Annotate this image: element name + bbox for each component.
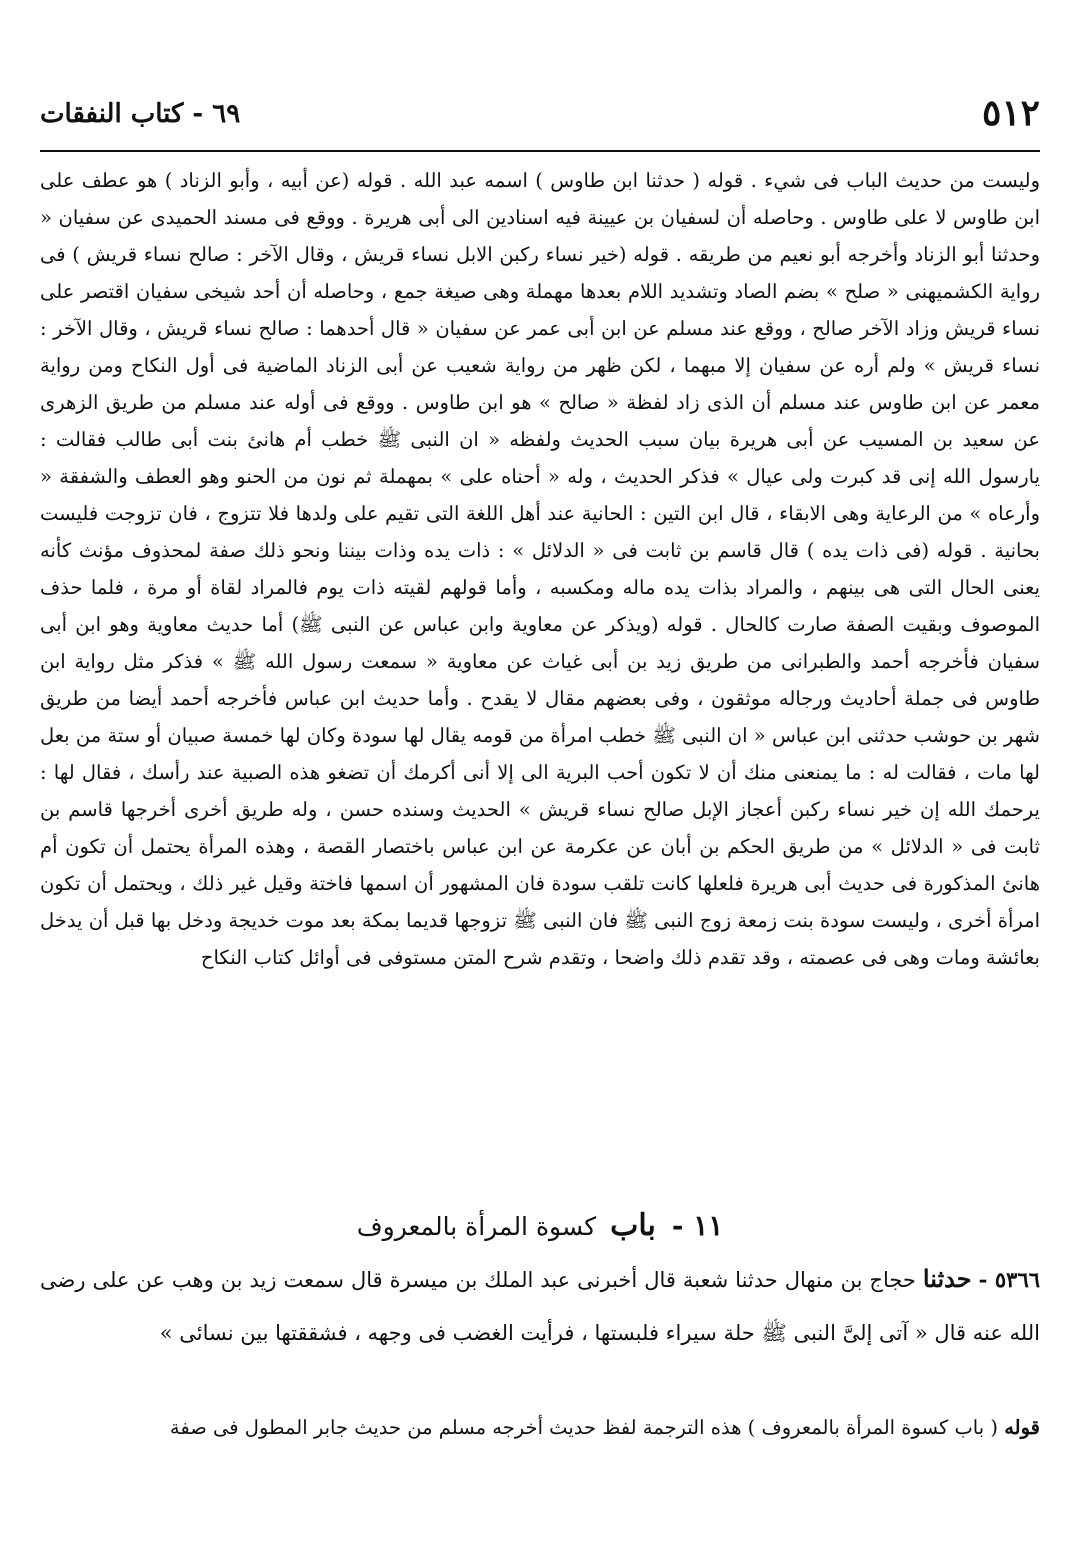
qawluhu-label: قوله — [1004, 1416, 1040, 1439]
page-number: ٥١٢ — [981, 92, 1040, 134]
commentary-continuation-text: ( باب كسوة المرأة بالمعروف ) هذه الترجمة لفظ حديث أخرجه مسلم من حديث جابر المطول فى صفة — [169, 1416, 998, 1439]
chapter-word: باب — [610, 1208, 656, 1243]
chapter-number: ١١ - — [671, 1209, 724, 1242]
header-divider — [40, 150, 1040, 152]
book-title: ٦٩ - كتاب النفقات — [40, 99, 241, 129]
hadith-text — [40, 1252, 1040, 1360]
hadith-number: ٥٣٦٦ - — [978, 1267, 1041, 1292]
hadith-paragraph — [40, 1252, 1040, 1360]
hadith-haddathana: حدثنا — [922, 1264, 972, 1293]
chapter-heading — [40, 1206, 1040, 1247]
chapter-title: كسوة المرأة بالمعروف — [356, 1212, 597, 1241]
hadith-body: حجاج بن منهال حدثنا شعبة قال أخبرنى عبد الملك بن ميسرة قال سمعت زيد بن وهب عن على رضى الله عنه قال « آتى إلىَّ النبى ﷺ حلة سيراء فلبستها ، فرأيت الغضب فى وجهه ، فشققتها بين نسائى » — [40, 1268, 1040, 1345]
page-header — [40, 88, 1040, 138]
commentary-paragraph: وليست من حديث الباب فى شيء . قوله ( حدثنا ابن طاوس ) اسمه عبد الله . قوله (عن أبيه ، وأبو الزناد ) هو عطف على ابن طاوس لا على طاوس . وحاصله أن لسفيان بن عيينة فيه اسنادين الى أبى هريرة . ووقع فى مسند الحميدى عن سفيان « وحدثنا أبو الزناد وأخرجه أبو نعيم من طريقه . قوله (خير نساء ركبن الابل نساء قريش ، وقال الآخر : صالح نساء قريش ) فى رواية الكشميهنى « صلح » بضم الصاد وتشديد اللام بعدها مهملة وهى صيغة جمع ، وحاصله أن أحد شيخى سفيان اقتصر على نساء قريش وزاد الآخر صالح ، ووقع عند مسلم عن ابن أبى عمر عن سفيان « قال أحدهما : صالح نساء قريش ، وقال الآخر : نساء قريش » ولم أره عن سفيان إلا مبهما ، لكن ظهر من رواية شعيب عن أبى الزناد الماضية فى أول النكاح ومن رواية معمر عن ابن طاوس عند مسلم أن الذى زاد لفظة « صالح » هو ابن طاوس . ووقع فى أوله عند مسلم من طريق الزهرى عن سعيد بن المسيب عن أبى هريرة بيان سبب الحديث ولفظه « ان النبى ﷺ خطب أم هانئ بنت أبى طالب فقالت : يارسول الله إنى قد كبرت ولى عيال » فذكر الحديث ، وله « أحناه على » بمهملة ثم نون من الحنو وهو العطف والشفقة « وأرعاه » من الرعاية وهى الابقاء ، قال ابن التين : الحانية عند أهل اللغة التى تقيم على ولدها فلا تتزوج ، فان تزوجت فليست بحانية . قوله (فى ذات يده ) قال قاسم بن ثابت فى « الدلائل » : ذات يده وذات بيننا ونحو ذلك صفة لمحذوف مؤنث كأنه يعنى الحال التى هى بينهم ، والمراد بذات يده ماله ومكسبه ، وأما قولهم لقيته ذات يوم فالمراد لقاة أو مرة ، فلما حذف الموصوف وبقيت الصفة صارت كالحال . قوله (ويذكر عن معاوية وابن عباس عن النبى ﷺ) أما حديث معاوية وهو ابن أبى سفيان فأخرجه أحمد والطبرانى من طريق زيد بن أبى غياث عن معاوية « سمعت رسول الله ﷺ » فذكر مثل رواية ابن طاوس فى جملة أحاديث ورجاله موثقون ، وفى بعضهم مقال لا يقدح . وأما حديث ابن عباس فأخرجه أحمد أيضا من طريق شهر بن حوشب حدثنى ابن عباس « ان النبى ﷺ خطب امرأة من قومه يقال لها سودة وكان لها خمسة صبيان أو ستة من بعل لها مات ، فقالت له : ما يمنعنى منك أن لا تكون أحب البرية الى إلا أنى أكرمك أن تضغو هذه الصبية عند رأسك ، فقال لها : يرحمك الله إن خير نساء ركبن أعجاز الإبل صالح نساء قريش » الحديث وسنده حسن ، وله طريق أخرى أخرجها قاسم بن ثابت فى « الدلائل » من طريق الحكم بن أبان عن عكرمة عن ابن عباس باختصار القصة ، وهذه المرأة يحتمل أن تكون أم هانئ المذكورة فى حديث أبى هريرة فلعلها كانت تلقب سودة فان المشهور أن اسمها فاختة وقيل غير ذلك ، ويحتمل أن تكون امرأة أخرى ، وليست سودة بنت زمعة زوج النبى ﷺ فان النبى ﷺ تزوجها قديما بمكة بعد موت خديجة ودخل بها قبل أن يدخل بعائشة ومات وهى فى عصمته ، وقد تقدم ذلك واضحا ، وتقدم شرح المتن مستوفى فى أوائل كتاب النكاح — [40, 169, 1040, 969]
commentary-continuation — [40, 1408, 1040, 1448]
commentary-text — [40, 162, 1040, 976]
